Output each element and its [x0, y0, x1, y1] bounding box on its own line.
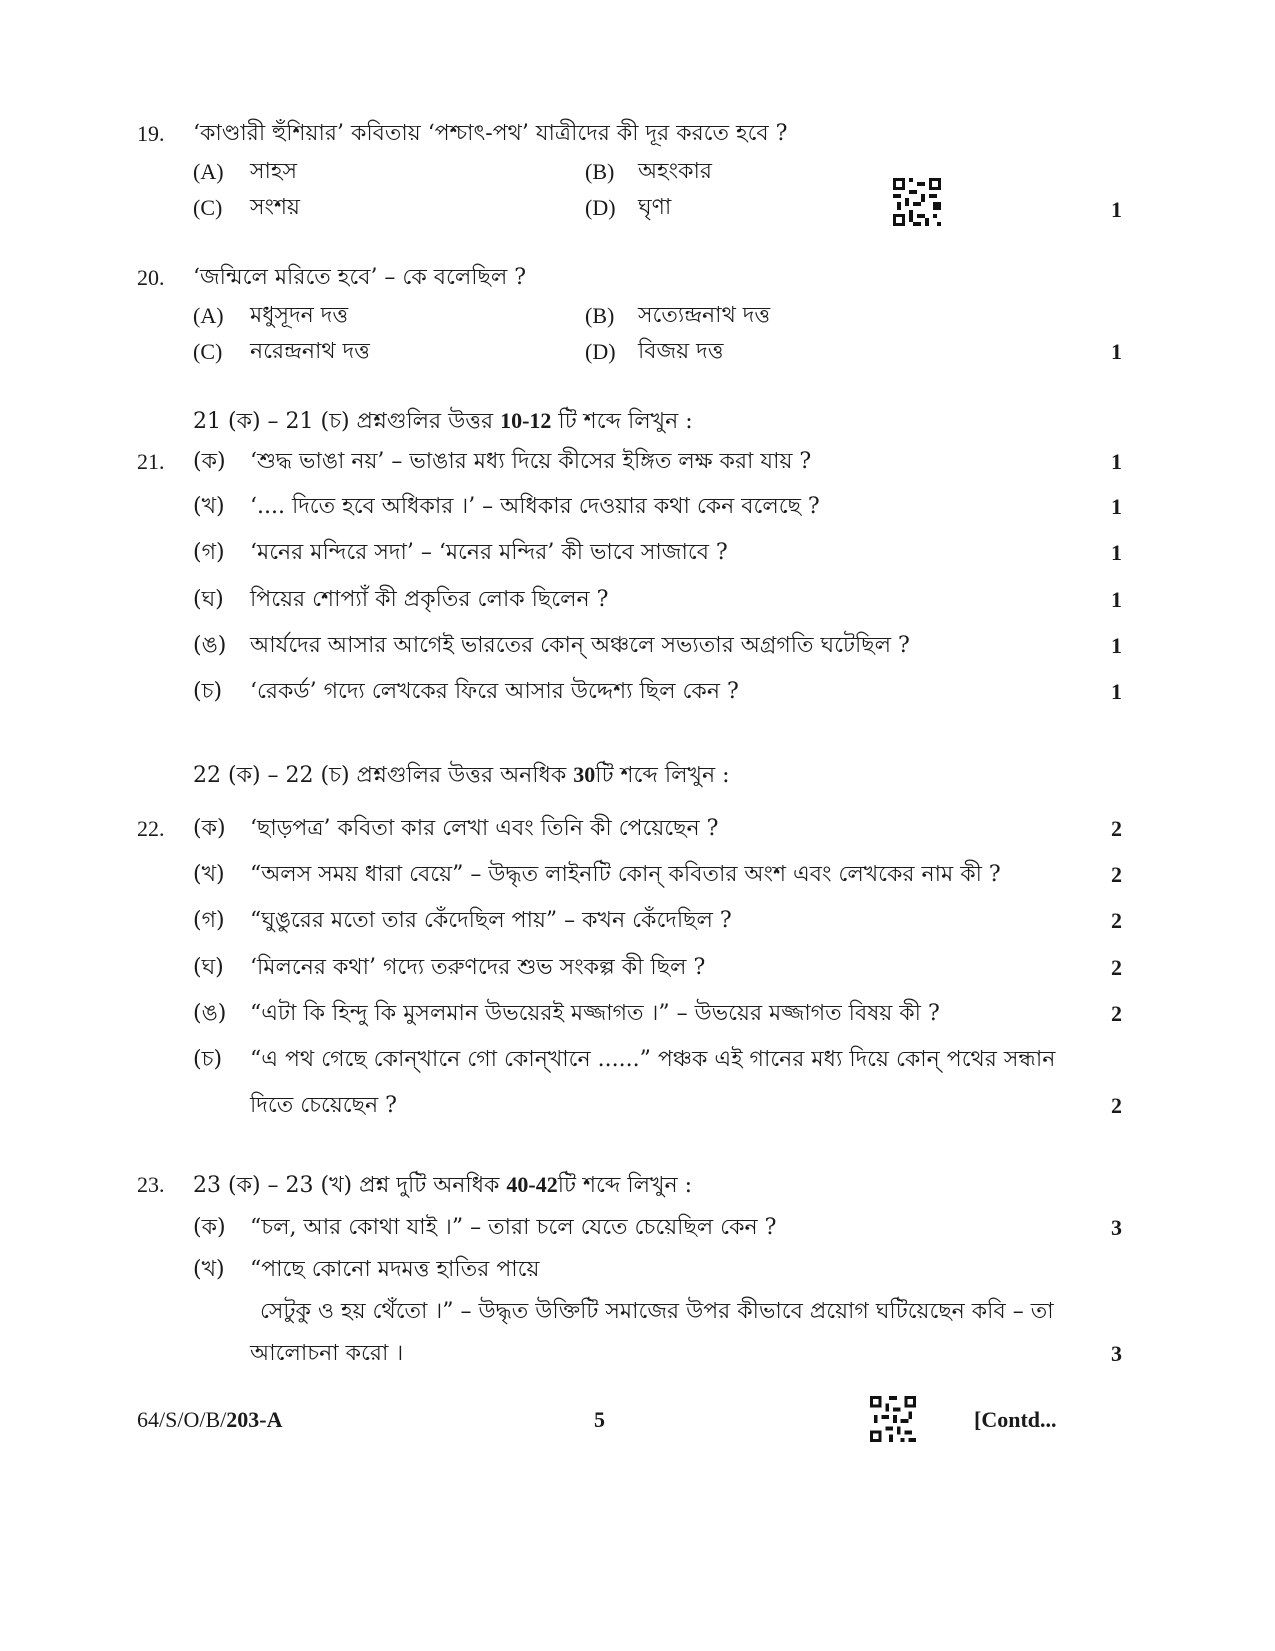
q21-d-label: (ঘ): [193, 587, 224, 612]
qr-code-icon-footer: [870, 1395, 916, 1443]
q19-opt-b-text: অহংকার: [638, 159, 712, 184]
q22-d-text: ‘মিলনের কথা’ গদ্যে তরুণদের শুভ সংকল্প কী ছিল ?: [250, 955, 706, 980]
q20-opt-b-text: সত্যেন্দ্রনাথ দত্ত: [638, 303, 771, 328]
q23-b-line1: “পাছে কোনো মদমত্ত হাতির পায়ে: [250, 1257, 540, 1282]
q21-e-text: আর্যদের আসার আগেই ভারতের কোন্ অঞ্চলে সভ্যতার অগ্রগতি ঘটেছিল ?: [250, 633, 910, 658]
q19-opt-a-text: সাহস: [250, 159, 298, 184]
q23-intro-pre: 23 (ক) – 23 (খ) প্রশ্ন দুটি অনধিক: [193, 1173, 507, 1198]
q23-b-line3: আলোচনা করো ।: [250, 1341, 404, 1366]
q21-e-marks: 1: [1111, 633, 1122, 658]
q20-number: 20.: [137, 265, 165, 290]
q19-marks: 1: [1111, 197, 1122, 222]
q22-e-marks: 2: [1111, 1001, 1122, 1026]
q22-f-label: (চ): [193, 1047, 223, 1072]
q23-a-label: (ক): [193, 1215, 226, 1240]
q21-a-text: ‘শুদ্ধ ভাঙা নয়’ – ভাঙার মধ্য দিয়ে কীসের ইঙ্গিত লক্ষ করা যায় ?: [250, 449, 812, 474]
q21-f-marks: 1: [1111, 679, 1122, 704]
q23-b-marks: 3: [1111, 1341, 1122, 1366]
q22-e-label: (ঙ): [193, 1001, 227, 1026]
paper-code: [137, 1406, 282, 1434]
q23-number: 23.: [137, 1172, 165, 1197]
q22-b-label: (খ): [193, 862, 225, 887]
q19-number: 19.: [137, 121, 165, 146]
sec22-intro-bold: 30: [573, 762, 596, 787]
q22-d-label: (ঘ): [193, 955, 224, 980]
q21-number: 21.: [137, 449, 165, 474]
q23-intro-bold: 40-42: [506, 1172, 558, 1197]
q22-f-text-cont: দিতে চেয়েছেন ?: [250, 1093, 397, 1118]
q23-a-text: “চল, আর কোথা যাই ।” – তারা চলে যেতে চেয়েছিল কেন ?: [250, 1215, 777, 1240]
q22-d-marks: 2: [1111, 955, 1122, 980]
q21-e-label: (ঙ): [193, 633, 227, 658]
q20-opt-a-label: (A): [193, 303, 224, 328]
sec21-intro: [193, 407, 693, 436]
q20-opt-c-label: (C): [193, 339, 223, 364]
qr-code-icon: [893, 177, 941, 227]
q21-b-label: (খ): [193, 494, 225, 519]
q20-opt-a-text: মধুসূদন দত্ত: [250, 303, 349, 328]
q21-c-label: (গ): [193, 540, 225, 565]
q22-number: 22.: [137, 816, 165, 841]
q21-f-text: ‘রেকর্ড’ গদ্যে লেখকের ফিরে আসার উদ্দেশ্য ছিল কেন ?: [250, 679, 739, 704]
q23-a-marks: 3: [1111, 1215, 1122, 1240]
q19-opt-d-label: (D): [585, 195, 616, 220]
q22-c-marks: 2: [1111, 908, 1122, 933]
sec22-intro: [193, 761, 730, 790]
q20-text: ‘জন্মিলে মরিতে হবে’ – কে বলেছিল ?: [193, 265, 527, 290]
q21-d-marks: 1: [1111, 587, 1122, 612]
q22-f-text: “এ পথ গেছে কোন্খানে গো কোন্খানে ......” পঞ্চক এই গানের মধ্য দিয়ে কোন্ পথের সন্ধান: [250, 1047, 1056, 1072]
sec21-intro-post: টি শব্দে লিখুন :: [551, 409, 693, 434]
contd-label: [Contd...: [974, 1407, 1057, 1432]
paper-code-bold: 203-A: [226, 1407, 283, 1432]
q20-opt-d-label: (D): [585, 339, 616, 364]
q21-d-text: পিয়ের শোপ্যাঁ কী প্রকৃতির লোক ছিলেন ?: [250, 587, 609, 612]
q23-b-label: (খ): [193, 1257, 225, 1282]
q20-opt-c-text: নরেন্দ্রনাথ দত্ত: [250, 339, 370, 364]
q19-text: ‘কাণ্ডারী হুঁশিয়ার’ কবিতায় ‘পশ্চাৎ-পথ’ যাত্রীদের কী দূর করতে হবে ?: [193, 121, 788, 146]
q22-e-text: “এটা কি হিন্দু কি মুসলমান উভয়েরই মজ্জাগত ।” – উভয়ের মজ্জাগত বিষয় কী ?: [250, 1001, 940, 1026]
q21-c-text: ‘মনের মন্দিরে সদা’ – ‘মনের মন্দির’ কী ভাবে সাজাবে ?: [250, 540, 728, 565]
q23-intro: [193, 1171, 692, 1200]
q22-b-text: “অলস সময় ধারা বেয়ে” – উদ্ধৃত লাইনটি কোন্ কবিতার অংশ এবং লেখকের নাম কী ?: [250, 862, 1001, 887]
q20-opt-d-text: বিজয় দত্ত: [638, 339, 724, 364]
paper-code-prefix: 64/S/O/B/: [137, 1407, 227, 1432]
sec21-intro-pre: 21 (ক) – 21 (চ) প্রশ্নগুলির উত্তর: [193, 409, 501, 434]
sec22-intro-pre: 22 (ক) – 22 (চ) প্রশ্নগুলির উত্তর অনধিক: [193, 763, 574, 788]
q19-opt-c-label: (C): [193, 195, 223, 220]
q22-a-marks: 2: [1111, 816, 1122, 841]
q22-c-label: (গ): [193, 908, 225, 933]
q22-a-text: ‘ছাড়পত্র’ কবিতা কার লেখা এবং তিনি কী পেয়েছেন ?: [250, 816, 719, 841]
q19-opt-a-label: (A): [193, 159, 224, 184]
q21-c-marks: 1: [1111, 540, 1122, 565]
q21-a-marks: 1: [1111, 449, 1122, 474]
sec21-intro-bold: 10-12: [500, 408, 552, 433]
q20-opt-b-label: (B): [585, 303, 615, 328]
q21-b-marks: 1: [1111, 494, 1122, 519]
q21-a-label: (ক): [193, 449, 226, 474]
q23-b-line2: সেটুকু ও হয় থেঁতো ।” – উদ্ধৃত উক্তিটি সমাজের উপর কীভাবে প্রয়োগ ঘটিয়েছেন কবি – তা: [260, 1299, 1054, 1324]
q19-opt-b-label: (B): [585, 159, 615, 184]
page-number: 5: [594, 1407, 605, 1432]
q22-c-text: “ঘুঙুরের মতো তার কেঁদেছিল পায়” – কখন কেঁদেছিল ?: [250, 908, 732, 933]
q22-a-label: (ক): [193, 816, 226, 841]
q22-b-marks: 2: [1111, 862, 1122, 887]
q19-opt-d-text: ঘৃণা: [638, 195, 672, 220]
q20-marks: 1: [1111, 339, 1122, 364]
q21-b-text: ‘.... দিতে হবে অধিকার ।’ – অধিকার দেওয়ার কথা কেন বলেছে ?: [250, 494, 820, 519]
sec22-intro-post: টি শব্দে লিখুন :: [595, 763, 730, 788]
q21-f-label: (চ): [193, 679, 223, 704]
q22-f-marks: 2: [1111, 1093, 1122, 1118]
q19-opt-c-text: সংশয়: [250, 195, 300, 220]
q23-intro-post: টি শব্দে লিখুন :: [557, 1173, 692, 1198]
